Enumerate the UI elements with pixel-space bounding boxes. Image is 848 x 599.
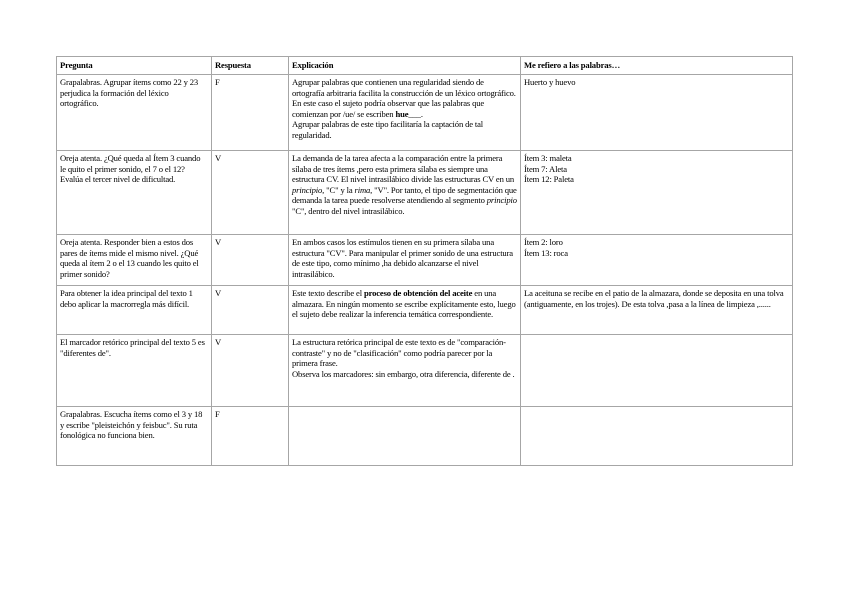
table-row (57, 235, 793, 286)
word-item: La aceituna se recibe en el patio de la almazara, donde se deposita en una tolva (antiguamente, en los trojes). De esta tolva ,pasa a la línea de limpieza ,...... (524, 288, 784, 309)
question-cell: Grapalabras. Agrupar ítems como 22 y 23 perjudica la formación del léxico ortográfico. (57, 75, 212, 151)
words-cell (521, 335, 793, 407)
explanation-italic-text: rima (354, 184, 371, 195)
explanation-bold-text: proceso de obtención del aceite (363, 288, 473, 298)
table-row (57, 151, 793, 235)
explanation-bold-text: hue (395, 108, 409, 119)
explanation-text: La demanda de la tarea afecta a la comparación entre la primera sílaba de tres ítems ,pero esta primera sílaba es siempre una estructura CV. El nivel intrasilábico divide las estructuras CV en un (292, 153, 515, 185)
explanation-text: en una almazara. En ningún momento se escribe explícitamente esto, luego el sujeto debe realizar la inferencia temática correspondiente. (292, 288, 516, 320)
answer-cell: F (212, 407, 289, 466)
table-header-row (57, 57, 793, 75)
explanation-cell (289, 335, 521, 407)
answer-cell: V (212, 286, 289, 335)
header-answer: Respuesta (212, 57, 289, 75)
table-row (57, 335, 793, 407)
explanation-text: La estructura retórica principal de este texto es de "comparación-contraste" y no de "clasificación" como podría parecer por la primera frase. (292, 337, 506, 369)
explanation-italic-text: principio (486, 195, 517, 206)
question-cell: Oreja atenta. ¿Qué queda al Ítem 3 cuando le quito el primer sonido, el 7 o el 12? Evalúa el tercer nivel de dificultad. (57, 151, 212, 235)
explanation-text: "C", dentro del nivel intrasilábico. (292, 205, 405, 216)
explanation-text: Observa los marcadores: sin embargo, otra diferencia, diferente de . (292, 368, 515, 379)
explanation-cell (289, 151, 521, 235)
explanation-text: Este texto describe el (292, 288, 364, 298)
answer-cell: V (212, 151, 289, 235)
words-cell (521, 286, 793, 335)
questions-table (56, 56, 793, 466)
header-explanation: Explicación (289, 57, 521, 75)
words-cell (521, 407, 793, 466)
explanation-text: , "V". Por tanto, el tipo de segmentación que demanda la tarea puede resolverse atendiendo al segmento (292, 184, 517, 206)
header-words: Me refiero a las palabras… (521, 57, 793, 75)
table-row (57, 286, 793, 335)
explanation-italic-text: principio (292, 184, 323, 195)
word-item: Ítem 13: roca (524, 247, 568, 258)
question-cell: Para obtener la idea principal del texto 1 debo aplicar la macrorregla más difícil. (57, 286, 212, 335)
word-item: Ítem 12: Paleta (524, 174, 574, 185)
words-cell (521, 235, 793, 286)
table-row (57, 407, 793, 466)
question-cell: El marcador retórico principal del texto 5 es "diferentes de". (57, 335, 212, 407)
explanation-text: , "C" y la (322, 184, 355, 195)
words-cell (521, 151, 793, 235)
explanation-cell (289, 286, 521, 335)
words-cell (521, 75, 793, 151)
explanation-text: Agrupar palabras que contienen una regularidad siendo de ortografía arbitraria facilita la construcción de un léxico ortográfico. En este caso el sujeto podría observar que las palabras que comienzan por /ue/ se escriben (292, 77, 516, 119)
table-row (57, 75, 793, 151)
explanation-cell (289, 407, 521, 466)
word-item: Huerto y huevo (524, 77, 576, 87)
header-question: Pregunta (57, 57, 212, 75)
question-cell: Oreja atenta. Responder bien a estos dos pares de ítems mide el mismo nivel. ¿Qué queda al ítem 2 o el 13 cuando les quito el primer sonido? (57, 235, 212, 286)
answer-cell: V (212, 335, 289, 407)
explanation-blank: ___. (408, 108, 423, 119)
word-item: Ítem 2: loro (524, 237, 563, 247)
explanation-cell (289, 75, 521, 151)
answer-cell: F (212, 75, 289, 151)
explanation-text: Agrupar palabras de este tipo facilitaría la captación de tal regularidad. (292, 119, 484, 140)
word-item: Ítem 7: Aleta (524, 163, 567, 174)
answer-cell: V (212, 235, 289, 286)
explanation-cell (289, 235, 521, 286)
explanation-text: En ambos casos los estímulos tienen en su primera sílaba una estructura "CV". Para manipular el primer sonido de una estructura de este tipo, como mínimo ,ha debido alcanzarse el nivel intrasilábico. (292, 237, 513, 279)
word-item: Ítem 3: maleta (524, 153, 572, 163)
question-cell: Grapalabras. Escucha ítems como el 3 y 18 y escribe "pleisteichón y feisbuc". Su ruta fonológica no funciona bien. (57, 407, 212, 466)
